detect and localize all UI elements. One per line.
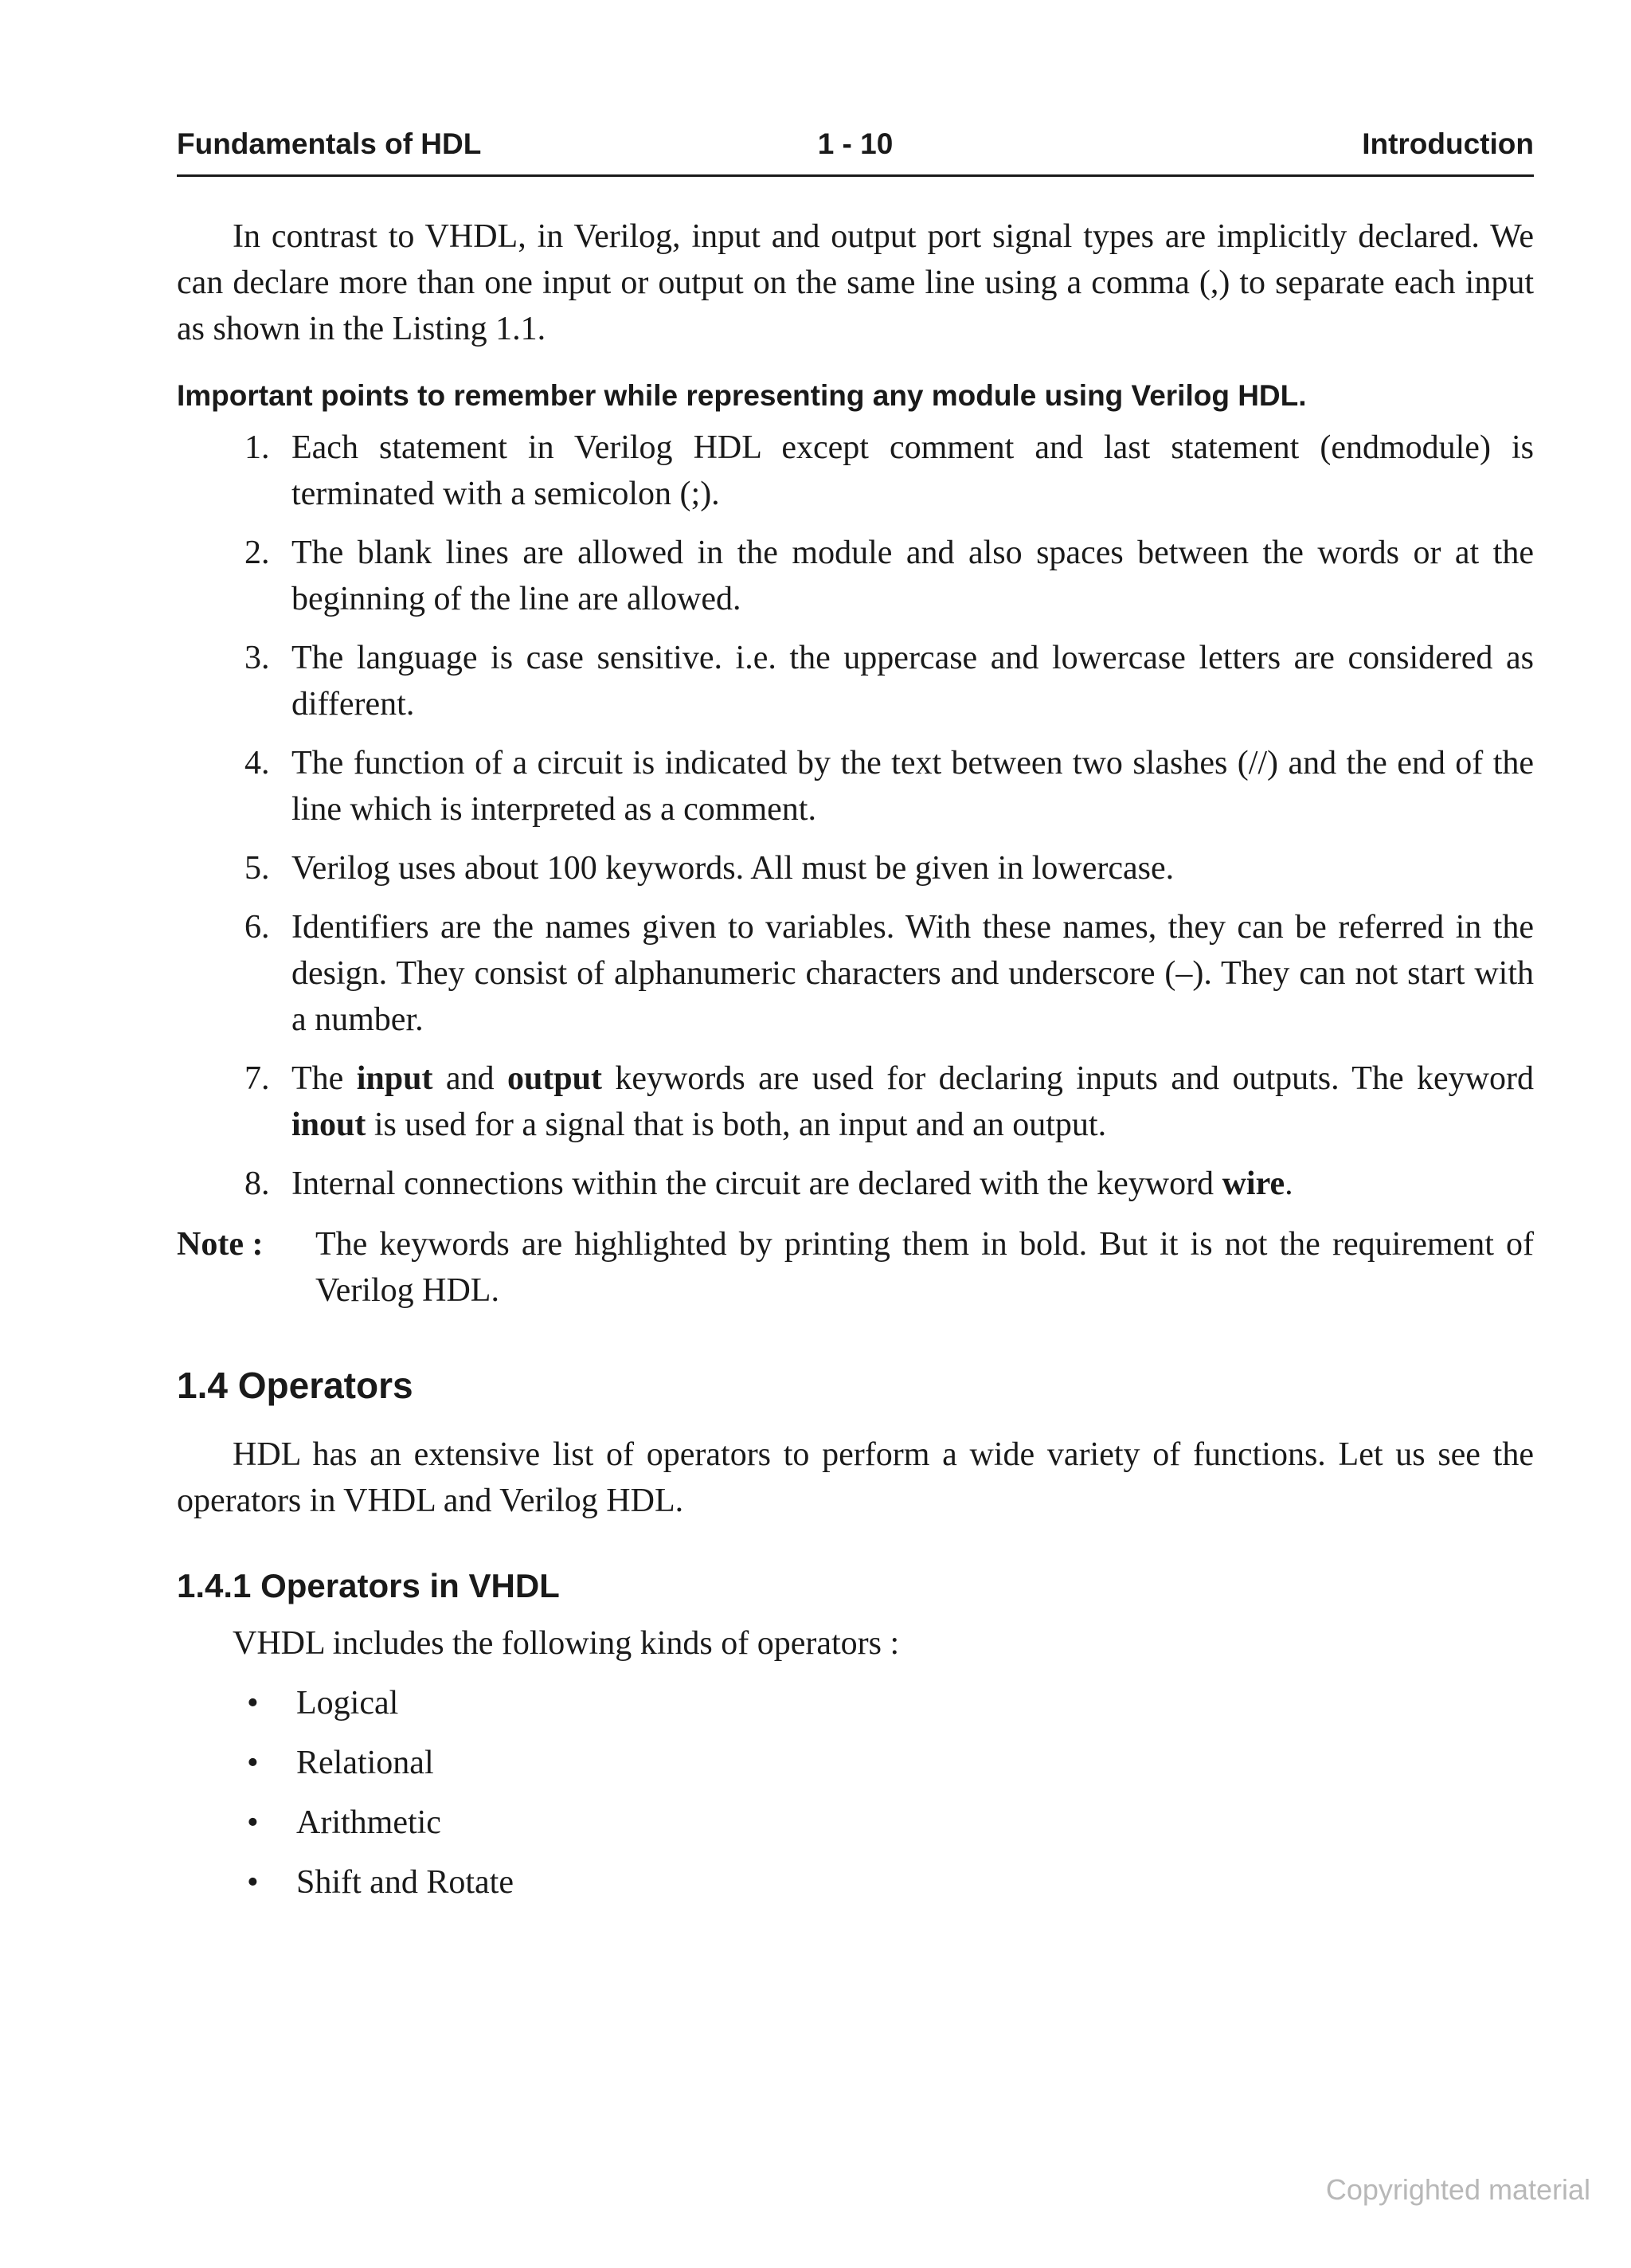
list-item <box>234 1680 514 1726</box>
bullet-icon: • <box>247 1685 259 1722</box>
list-item <box>177 740 1534 832</box>
list-item <box>234 1740 514 1786</box>
list-item <box>234 1859 514 1906</box>
text-run: and <box>432 1060 507 1097</box>
list-item-number: 2. <box>244 535 270 571</box>
section-heading-operators: 1.4 Operators <box>177 1365 413 1406</box>
list-item <box>177 635 1534 727</box>
text-run: keywords are used for declaring inputs and outputs. The keyword <box>602 1060 1534 1097</box>
subsection-heading-vhdl-operators: 1.4.1 Operators in VHDL <box>177 1567 560 1604</box>
list-item-text <box>291 1165 1293 1202</box>
list-item-text: Verilog uses about 100 keywords. All must be given in lowercase. <box>291 850 1175 887</box>
list-item-text: The blank lines are allowed in the module and also spaces between the words or at the beginning of the line are allowed. <box>291 535 1534 617</box>
list-item <box>177 425 1534 517</box>
list-item-text: Each statement in Verilog HDL except comment and last statement (endmodule) is terminated with a semicolon (;). <box>291 429 1534 512</box>
list-item <box>234 1800 514 1846</box>
bullet-icon: • <box>247 1804 259 1841</box>
header-book-title: Fundamentals of HDL <box>177 127 482 160</box>
bullet-icon: • <box>247 1745 259 1781</box>
list-item-text: Identifiers are the names given to variables. With these names, they can be referred in the design. They consist of alphanumeric characters and underscore (–). They can not start with a number. <box>291 909 1534 1038</box>
keyword-inout: inout <box>291 1107 366 1143</box>
list-item-number: 3. <box>244 640 270 676</box>
running-header <box>177 127 1534 167</box>
text-run: Internal connections within the circuit are declared with the keyword <box>291 1165 1222 1202</box>
text-run: . <box>1285 1165 1293 1202</box>
list-item <box>177 530 1534 622</box>
note-label: Note : <box>177 1226 264 1263</box>
bullet-icon: • <box>247 1864 259 1901</box>
list-item <box>177 1056 1534 1148</box>
list-item-number: 7. <box>244 1060 270 1097</box>
list-item-text <box>291 1060 1534 1143</box>
list-item-text: Arithmetic <box>296 1804 441 1841</box>
list-item-text: The language is case sensitive. i.e. the uppercase and lowercase letters are considered as different. <box>291 640 1534 723</box>
list-item-text: Relational <box>296 1745 434 1781</box>
vhdl-operators-intro: VHDL includes the following kinds of operators : <box>233 1625 900 1662</box>
keyword-output: output <box>507 1060 602 1097</box>
header-chapter-title: Introduction <box>1362 127 1534 160</box>
operator-kinds-list <box>234 1680 514 1919</box>
list-item-number: 8. <box>244 1165 270 1202</box>
note-text: The keywords are highlighted by printing them in bold. But it is not the requirement of Verilog HDL. <box>315 1226 1534 1309</box>
header-rule <box>177 174 1534 177</box>
operators-paragraph: HDL has an extensive list of operators to perform a wide variety of functions. Let us see the operators in VHDL and Verilog HDL. <box>177 1436 1534 1519</box>
list-item-text: Logical <box>296 1685 399 1722</box>
list-item-number: 5. <box>244 850 270 887</box>
note-block <box>177 1221 1534 1314</box>
list-item-number: 4. <box>244 745 270 781</box>
list-item-text: The function of a circuit is indicated by the text between two slashes (//) and the end of the line which is interpreted as a comment. <box>291 745 1534 828</box>
list-item-number: 1. <box>244 429 270 466</box>
keyword-input: input <box>356 1060 433 1097</box>
intro-paragraph: In contrast to VHDL, in Verilog, input and output port signal types are implicitly declared. We can declare more than one input or output on the same line using a comma (,) to separate each input as shown in the Listing 1.1. <box>177 218 1534 347</box>
list-item <box>177 845 1534 891</box>
header-page-number: 1 - 10 <box>817 127 894 160</box>
points-heading: Important points to remember while representing any module using Verilog HDL. <box>177 379 1307 412</box>
copyright-watermark: Copyrighted material <box>1325 2173 1590 2206</box>
points-list <box>177 425 1534 1220</box>
list-item <box>177 1161 1534 1207</box>
list-item-number: 6. <box>244 909 270 946</box>
keyword-wire: wire <box>1222 1165 1285 1202</box>
list-item-text: Shift and Rotate <box>296 1864 514 1901</box>
text-run: The <box>291 1060 357 1097</box>
text-run: is used for a signal that is both, an input and an output. <box>366 1107 1107 1143</box>
list-item <box>177 904 1534 1043</box>
